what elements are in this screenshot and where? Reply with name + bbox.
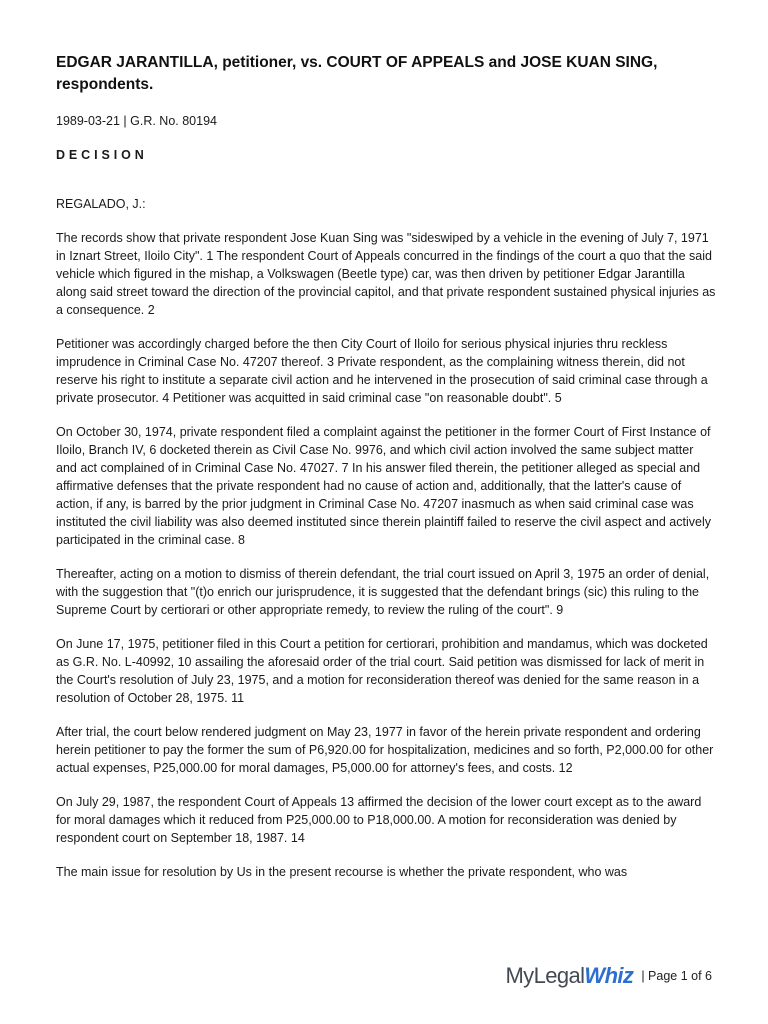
paragraph-5: On June 17, 1975, petitioner filed in this Court a petition for certiorari, prohibition and mandamus, which was docketed as G.R. No. L-40992, 10 assailing the aforesaid order of the trial court. Said petition was dismissed for lack of merit in the Court's resolution of July 23, 1975, and a motion for reconsideration thereof was denied for the same reason in a resolution of October 28, 1975. 11	[56, 637, 708, 705]
logo-text-mylegal: MyLegal	[505, 963, 585, 988]
paragraph-3: On October 30, 1974, private respondent filed a complaint against the petitioner in the former Court of First Instance of Iloilo, Branch IV, 6 docketed therein as Civil Case No. 9976, and which civil action involved the same subject matter and act complained of in Criminal Case No. 47027. 7 In his answer filed therein, the petitioner alleged as special and affirmative defenses that the private respondent had no cause of action and, additionally, that the latter's cause of action, if any, is barred by the prior judgment in Criminal Case No. 47207 inasmuch as when said criminal case was instituted the civil liability was also deemed instituted since therein plaintiff failed to reserve the civil aspect and actively participated in the criminal case. 8	[56, 425, 711, 547]
case-date-and-number: 1989-03-21 | G.R. No. 80194	[56, 114, 217, 128]
page-footer	[505, 962, 712, 990]
logo-text-whiz: Whiz	[584, 963, 634, 988]
paragraph-6: After trial, the court below rendered judgment on May 23, 1977 in favor of the herein private respondent and ordering herein petitioner to pay the former the sum of P6,920.00 for hospitalization, medicines and so forth, P2,000.00 for other actual expenses, P25,000.00 for moral damages, P5,000.00 for attorney's fees, and costs. 12	[56, 725, 714, 775]
paragraph-2: Petitioner was accordingly charged before the then City Court of Iloilo for serious physical injuries thru reckless imprudence in Criminal Case No. 47207 thereof. 3 Private respondent, as the complaining witness therein, did not reserve his right to institute a separate civil action and he intervened in the prosecution of said criminal case through a private prosecutor. 4 Petitioner was acquitted in said criminal case "on reasonable doubt". 5	[56, 337, 708, 405]
paragraph-1: The records show that private respondent Jose Kuan Sing was "sideswiped by a vehicle in the evening of July 7, 1971 in Iznart Street, Iloilo City". 1 The respondent Court of Appeals concurred in the findings of the court a quo that the said vehicle which figured in the mishap, a Volkswagen (Beetle type) car, was then driven by petitioner Edgar Jarantilla along said street toward the direction of the provincial capitol, and that private respondent sustained physical injuries as a consequence. 2	[56, 231, 716, 317]
document-page	[56, 52, 716, 897]
paragraph-7: On July 29, 1987, the respondent Court of Appeals 13 affirmed the decision of the lower court except as to the award for moral damages which it reduced from P25,000.00 to P18,000.00. A motion for reconsideration was denied by respondent court on September 18, 1987. 14	[56, 795, 702, 845]
case-title: EDGAR JARANTILLA, petitioner, vs. COURT OF APPEALS and JOSE KUAN SING, respondents.	[56, 54, 658, 93]
page-number: | Page 1 of 6	[641, 969, 712, 983]
paragraph-8: The main issue for resolution by Us in the present recourse is whether the private respondent, who was	[56, 865, 628, 879]
paragraph-4: Thereafter, acting on a motion to dismiss of therein defendant, the trial court issued on April 3, 1975 an order of denial, with the suggestion that "(t)o enrich our jurisprudence, it is suggested that the defendant brings (sic) this ruling to the Supreme Court by certiorari or other appropriate remedy, to review the ruling of the court". 9	[56, 567, 710, 617]
decision-heading: DECISION	[56, 148, 148, 162]
ponente: REGALADO, J.:	[56, 197, 146, 211]
mylegalwhiz-logo	[505, 962, 633, 990]
